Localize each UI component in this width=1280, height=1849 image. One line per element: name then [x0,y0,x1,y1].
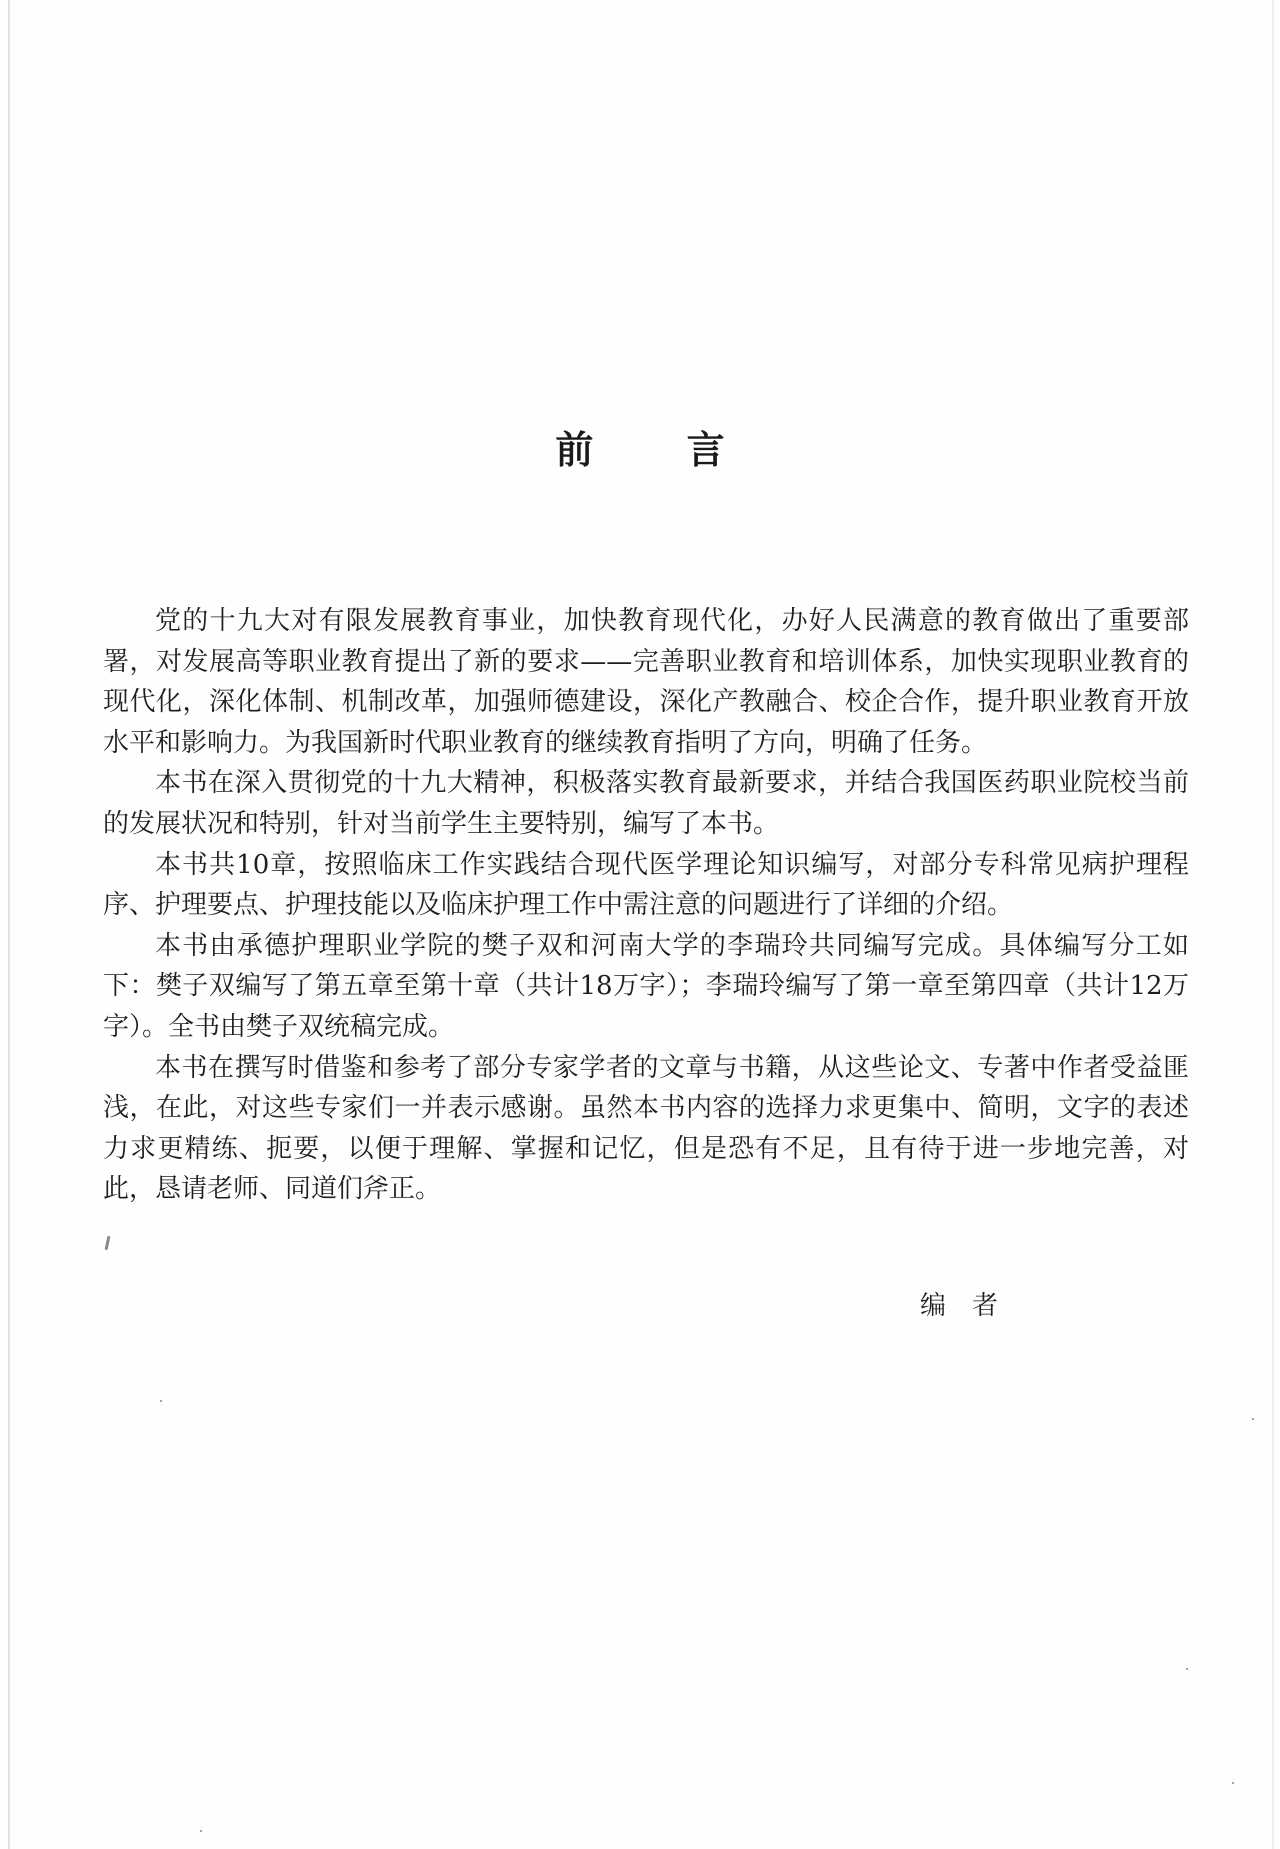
scan-speck [160,1400,162,1402]
paragraph: 本书在撰写时借鉴和参考了部分专家学者的文章与书籍，从这些论文、专著中作者受益匪浅，在此，对这些专家们一并表示感谢。虽然本书内容的选择力求更集中、简明，文字的表述力求更精练、扼要，以便于理解、掌握和记忆，但是恐有不足，且有待于进一步地完善，对此，恳请老师、同道们斧正。 [103,1052,1189,1205]
preface-body [103,601,1189,1210]
scan-speck [1232,1782,1234,1784]
scan-edge-left [8,0,10,1849]
author-signature: 编者 [920,1291,1025,1321]
page-title: 前 言 [555,427,765,473]
scan-speck [1186,1668,1188,1670]
scan-edge-right [1272,0,1274,1849]
paragraph: 本书在深入贯彻党的十九大精神，积极落实教育最新要求，并结合我国医药职业院校当前的发展状况和特别，针对当前学生主要特别，编写了本书。 [103,768,1189,839]
scan-speck [200,1830,202,1832]
paragraph: 本书由承德护理职业学院的樊子双和河南大学的李瑞玲共同编写完成。具体编写分工如下：樊子双编写了第五章至第十章（共计18万字）；李瑞玲编写了第一章至第四章（共计12万字）。全书由樊子双统稿完成。 [103,930,1189,1042]
scan-speck [1252,1418,1254,1420]
paragraph: 本书共10章，按照临床工作实践结合现代医学理论知识编写，对部分专科常见病护理程序、护理要点、护理技能以及临床护理工作中需注意的问题进行了详细的介绍。 [103,849,1189,921]
paragraph: 党的十九大对有限发展教育事业，加快教育现代化，办好人民满意的教育做出了重要部署，对发展高等职业教育提出了新的要求——完善职业教育和培训体系，加快实现职业教育的现代化，深化体制、机制改革，加强师德建设，深化产教融合、校企合作，提升职业教育开放水平和影响力。为我国新时代职业教育的继续教育指明了方向，明确了任务。 [103,606,1189,758]
scan-speck [105,1236,111,1250]
